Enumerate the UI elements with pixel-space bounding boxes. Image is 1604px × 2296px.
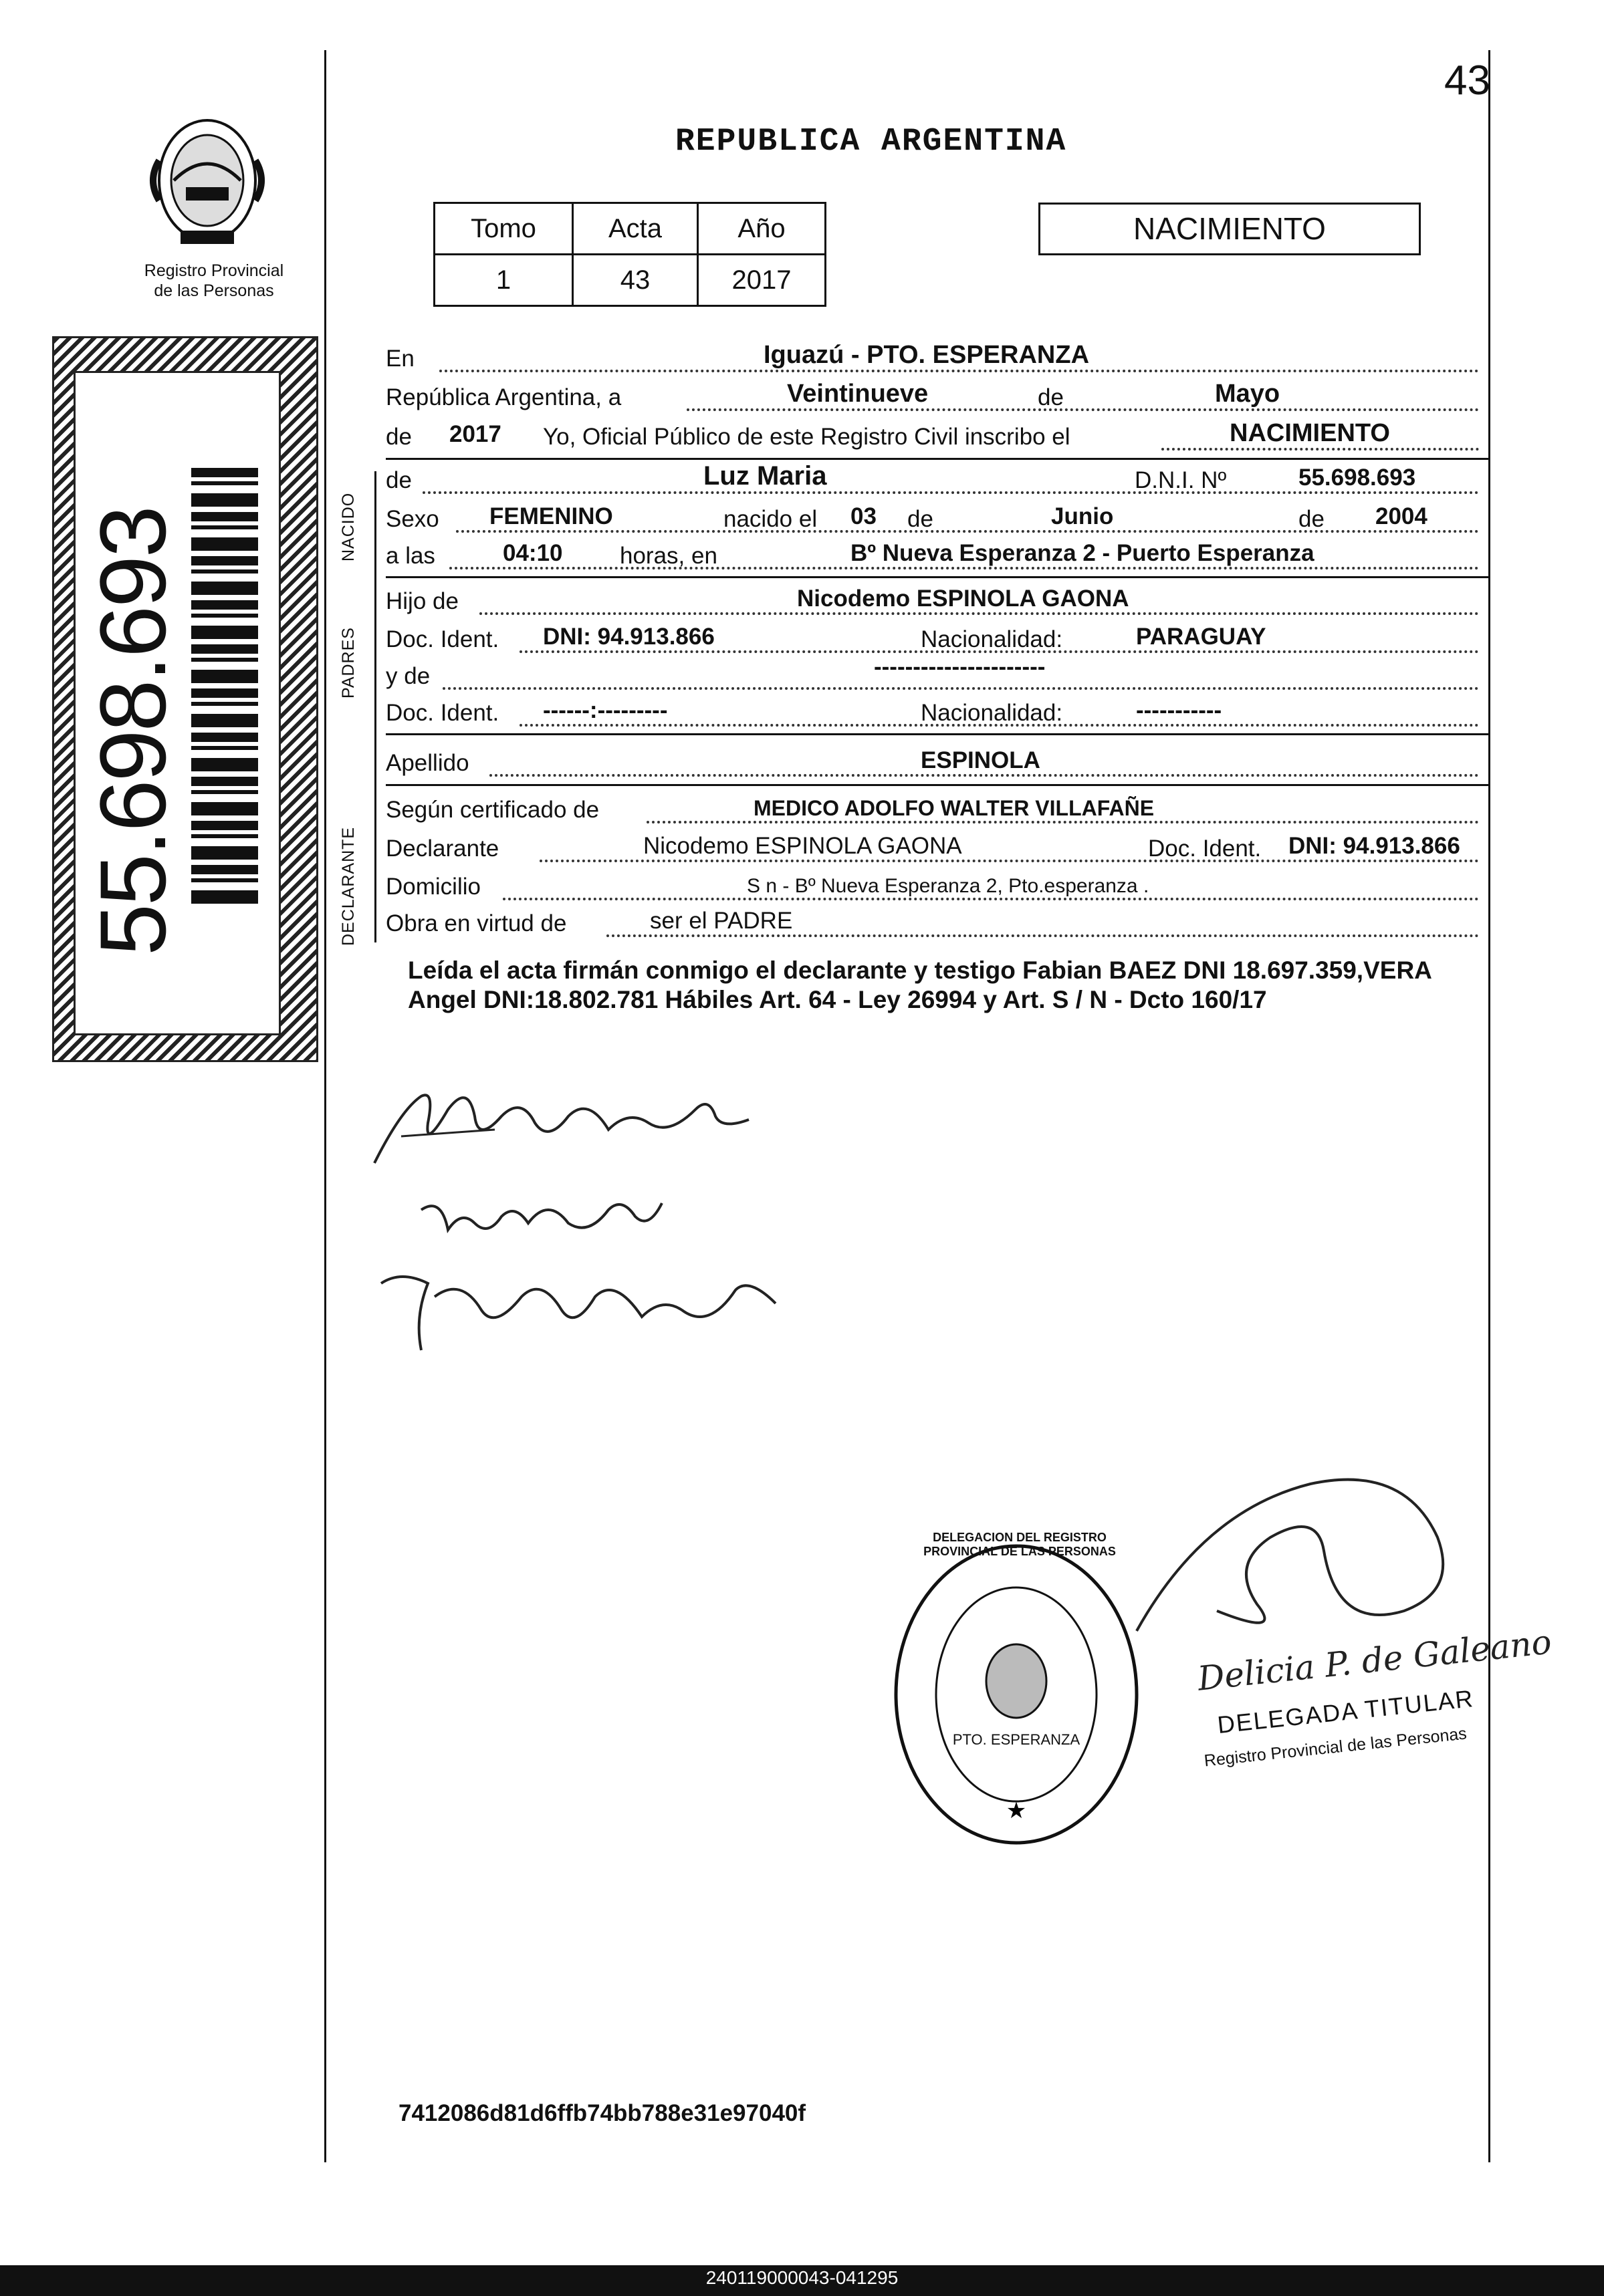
dni-vertical-number: 55.698.693 (80, 507, 185, 956)
row-declarante (386, 827, 1489, 866)
birth-month-value: Junio (1051, 503, 1114, 529)
apellido-label: Apellido (386, 750, 469, 776)
place-value: Bº Nueva Esperanza 2 - Puerto Esperanza (850, 540, 1314, 566)
row-year (386, 416, 1489, 455)
stamp-center-text: PTO. ESPERANZA (952, 1731, 1080, 1748)
acta-header-tomo: Tomo (435, 203, 573, 255)
signature-witness-baez (374, 1257, 802, 1364)
father-nat-label: Nacionalidad: (921, 626, 1063, 652)
father-doc-value: DNI: 94.913.866 (543, 624, 715, 650)
father-doc-label: Doc. Ident. (386, 626, 499, 652)
inscribo-value: NACIMIENTO (1230, 419, 1390, 447)
declarante-doc-value: DNI: 94.913.866 (1288, 833, 1460, 859)
separator-3 (386, 733, 1489, 735)
mother-doc-label: Doc. Ident. (386, 700, 499, 726)
de-name-label: de (386, 467, 412, 493)
officer-role: DELEGADA TITULAR (1216, 1684, 1476, 1739)
row-apellido (386, 742, 1489, 781)
document-hash: 7412086d81d6ffb74bb788e31e97040f (398, 2100, 806, 2126)
mother-nat-label: Nacionalidad: (921, 700, 1063, 726)
domicilio-label: Domicilio (386, 874, 481, 900)
mother-doc-value: ------:--------- (543, 697, 668, 723)
birth-de-label-2: de (1298, 506, 1325, 532)
father-value: Nicodemo ESPINOLA GAONA (797, 586, 1129, 612)
apellido-value: ESPINOLA (921, 747, 1040, 773)
official-stamp (889, 1537, 1143, 1852)
acta-table (433, 202, 826, 307)
signature-declarante (361, 1069, 776, 1183)
oficial-text: Yo, Oficial Público de este Registro Civil inscribo el (543, 424, 1070, 450)
row-hijo-de (386, 580, 1489, 619)
mother-value: ---------------------- (874, 654, 1046, 680)
row-domicilio (386, 866, 1489, 904)
declarante-value: Nicodemo ESPINOLA GAONA (643, 833, 962, 859)
dni-value: 55.698.693 (1298, 465, 1416, 491)
row-en (386, 338, 1489, 376)
row-name (386, 459, 1489, 498)
year-value: 2017 (449, 421, 501, 447)
provincial-seal-logo (134, 107, 281, 254)
father-nat-value: PARAGUAY (1136, 624, 1266, 650)
sexo-label: Sexo (386, 506, 439, 532)
row-obra (386, 902, 1489, 941)
registry-label-line1: Registro Provincial (144, 261, 284, 280)
certificado-value: MEDICO ADOLFO WALTER VILLAFAÑE (754, 796, 1155, 820)
acta-header-row (435, 203, 826, 255)
form-left-rule (374, 471, 376, 942)
sexo-value: FEMENINO (489, 503, 613, 529)
month-de-label: de (1038, 384, 1064, 410)
obra-value: ser el PADRE (650, 908, 793, 934)
obra-label: Obra en virtud de (386, 910, 567, 936)
page-number: 43 (1444, 57, 1490, 104)
birth-year-value: 2004 (1375, 503, 1427, 529)
dni-label: D.N.I. Nº (1135, 467, 1227, 493)
separator-4 (386, 784, 1489, 786)
hijo-de-label: Hijo de (386, 588, 459, 614)
domicilio-value: S n - Bº Nueva Esperanza 2, Pto.esperanza . (747, 875, 1149, 897)
hora-value: 04:10 (503, 540, 563, 566)
row-y-de (386, 655, 1489, 694)
separator-2 (386, 576, 1489, 578)
nacido-el-label: nacido el (723, 506, 818, 532)
stamp-ring-text: DELEGACION DEL REGISTRO PROVINCIAL DE LAS PERSONAS (923, 1531, 1116, 1558)
republica-label: República Argentina, a (386, 384, 622, 410)
padres-side-label: PADRES (339, 627, 358, 698)
y-de-label: y de (386, 663, 431, 689)
acta-value-tomo: 1 (435, 255, 573, 306)
en-label: En (386, 346, 415, 372)
acta-value-anio: 2017 (698, 255, 826, 306)
row-mother-doc (386, 692, 1489, 731)
name-value: Luz Maria (703, 461, 827, 491)
day-value: Veintinueve (787, 380, 929, 408)
officer-org: Registro Provincial de las Personas (1203, 1724, 1468, 1771)
acta-value-row (435, 255, 826, 306)
en-value: Iguazú - PTO. ESPERANZA (764, 341, 1090, 369)
row-father-doc (386, 618, 1489, 657)
officer-name: Delicia P. de Galeano (1195, 1622, 1554, 1698)
svg-text:★: ★ (1006, 1797, 1027, 1824)
document-type-box: NACIMIENTO (1038, 203, 1421, 255)
birth-day-value: 03 (850, 503, 877, 529)
declarante-side-label: DECLARANTE (339, 826, 358, 946)
horas-en-label: horas, en (620, 543, 717, 569)
a-las-label: a las (386, 543, 435, 569)
row-sexo (386, 498, 1489, 537)
acta-value-acta: 43 (573, 255, 698, 306)
row-hora (386, 535, 1489, 573)
year-de-label: de (386, 424, 412, 450)
leida-statement: Leída el acta firmán conmigo el declarante y testigo Fabian BAEZ DNI 18.697.359,VERA Angel DNI:18.802.781 Hábiles Art. 64 - Ley 26994 y Art. S / N - Dcto 160/17 (408, 956, 1431, 1013)
row-segun (386, 789, 1489, 827)
declarante-label: Declarante (386, 836, 499, 862)
mother-nat-value: ----------- (1136, 697, 1222, 723)
acta-header-anio: Año (698, 203, 826, 255)
registry-label-line2: de las Personas (154, 281, 274, 300)
officer-signature-scribble (1123, 1457, 1471, 1658)
left-margin-rule (324, 50, 326, 2162)
declarante-doc-label: Doc. Ident. (1148, 836, 1262, 862)
month-value: Mayo (1215, 380, 1280, 408)
acta-header-acta: Acta (573, 203, 698, 255)
row-republica (386, 376, 1489, 415)
barcode-bars (191, 468, 258, 909)
signature-witness-vera (415, 1183, 669, 1257)
footer-code: 240119000043-041295 (705, 2267, 899, 2288)
birth-de-label: de (907, 506, 933, 532)
country-title: REPUBLICA ARGENTINA (675, 124, 1067, 160)
segun-label: Según certificado de (386, 797, 600, 823)
nacido-side-label: NACIDO (339, 492, 358, 561)
